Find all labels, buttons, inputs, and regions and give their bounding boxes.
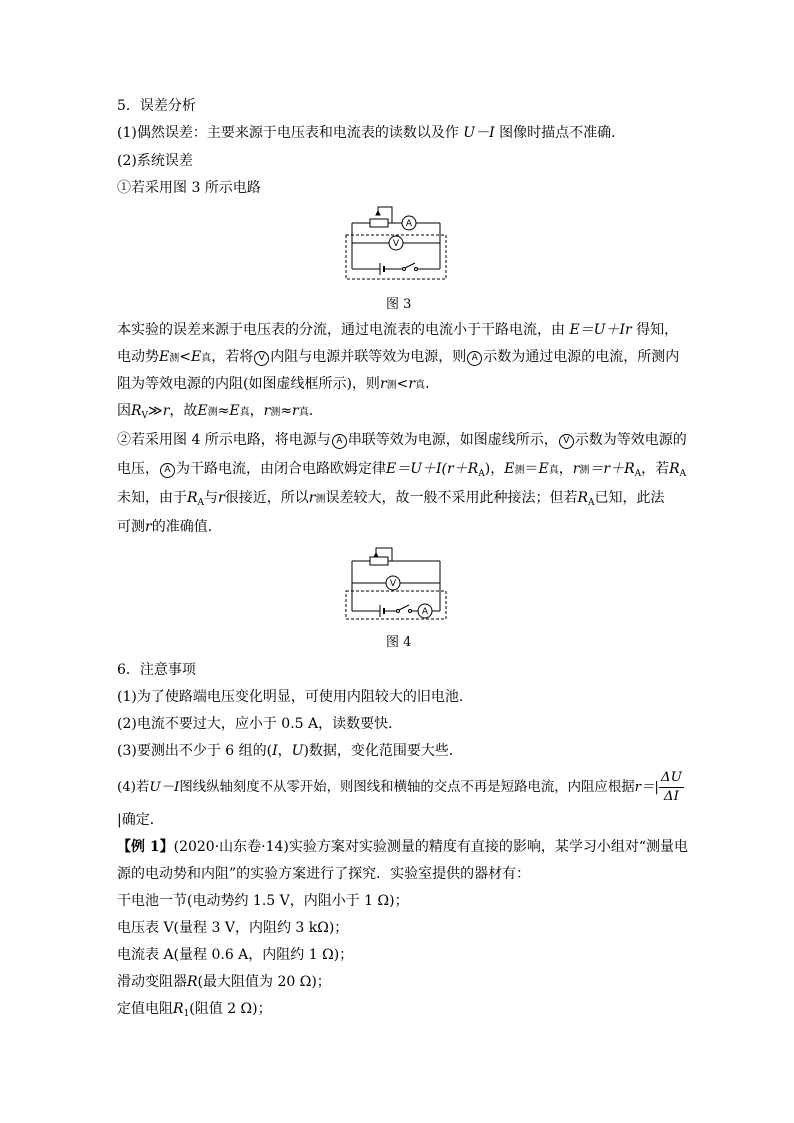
voltmeter-icon: V [559, 434, 574, 449]
text-line: 滑动变阻器R(最大阻值为 20 Ω)； [117, 974, 331, 990]
text-line: |确定． [117, 812, 164, 828]
text-line: ①若采用图 3 所示电路 [117, 180, 261, 196]
section-heading: 6．注意事项 [117, 662, 196, 678]
section-heading: 5．误差分析 [117, 98, 196, 114]
text-line: 电流表 A(量程 0.6 A，内阻约 1 Ω)； [117, 947, 354, 963]
text-line: 源的电动势和内阻”的实验方案进行了探究．实验室提供的器材有： [117, 866, 531, 882]
text-line: 定值电阻$R_1$(阻值 2 Ω)； [117, 1001, 272, 1019]
text-line: (4)若U－I图线纵轴刻度不从零开始，则图线和横轴的交点不再是短路电流，内阻应根据r＝| $\frac{\Delta U}{\Delta I}$ [117, 770, 682, 804]
text-line: 因$R_V≫r$，故E测≈E真，r测≈r真. [117, 403, 314, 421]
figure-3-caption: 图 3 [386, 297, 412, 312]
text-line: (1)偶然误差：主要来源于电压表和电流表的读数以及作 U－I 图像时描点不准确． [117, 125, 626, 141]
circuit-figure-4 [340, 545, 452, 625]
svg-text:V: V [389, 579, 397, 589]
ammeter-icon: A [160, 463, 175, 478]
text-line: 干电池一节(电动势约 1.5 V，内阻小于 1 Ω)； [117, 893, 409, 909]
text-line: 阻为等效电源的内阻(如图虚线框所示)，则r测<r真. [117, 376, 430, 392]
figure-4-caption: 图 4 [386, 635, 412, 650]
text-line: 本实验的误差来源于电压表的分流，通过电流表的电流小于干路电流，由 E＝U＋Ir 得知， [117, 322, 679, 338]
text-line: 电动势E测<E真，若将 V 内阻与电源并联等效为电源，则 A 示数为通过电源的电流，所测内 [117, 349, 680, 365]
example-label: 【例 1】 [117, 839, 174, 855]
example-line: 【例 1】(2020·山东卷·14)实验方案对实验测量的精度有直接的影响，某学习小组对“测量电 [117, 839, 689, 855]
circuit-figure-3 [340, 205, 450, 285]
text-line: (2)系统误差 [117, 153, 193, 169]
ammeter-icon: A [332, 434, 347, 449]
text-line: 电压表 V(量程 3 V，内阻约 3 kΩ)； [117, 920, 349, 936]
svg-text:A: A [405, 219, 413, 229]
text-line: (1)为了使路端电压变化明显，可使用内阻较大的旧电池． [117, 689, 473, 705]
text-line: (3)要测出不少于 6 组的(I，U)数据，变化范围要大些． [117, 743, 463, 759]
svg-text:A: A [421, 607, 429, 617]
delta-u-over-delta-i-fraction: $\frac{\Delta U}{\Delta I}$ [660, 770, 682, 804]
text-line: 电压， A 为干路电流，由闭合电路欧姆定律$E=U+I(r+R_A)$，E测＝E真，r测$=r+R_A$，若$R_A$ [117, 461, 687, 479]
text-line: (2)电流不要过大，应小于 0.5 A，读数要快． [117, 716, 403, 732]
ammeter-icon: A [467, 351, 482, 366]
svg-text:V: V [392, 239, 400, 249]
text-line: 未知，由于$R_A$与r很接近，所以r测误差较大，故一般不采用此种接法；但若$R_A$已知，此法 [117, 490, 665, 508]
text-line: 可测r的准确值． [117, 519, 222, 535]
voltmeter-icon: V [254, 351, 269, 366]
text-line: ②若采用图 4 所示电路，将电源与 A 串联等效为电源，如图虚线所示， V 示数为等效电源的 [117, 432, 687, 448]
